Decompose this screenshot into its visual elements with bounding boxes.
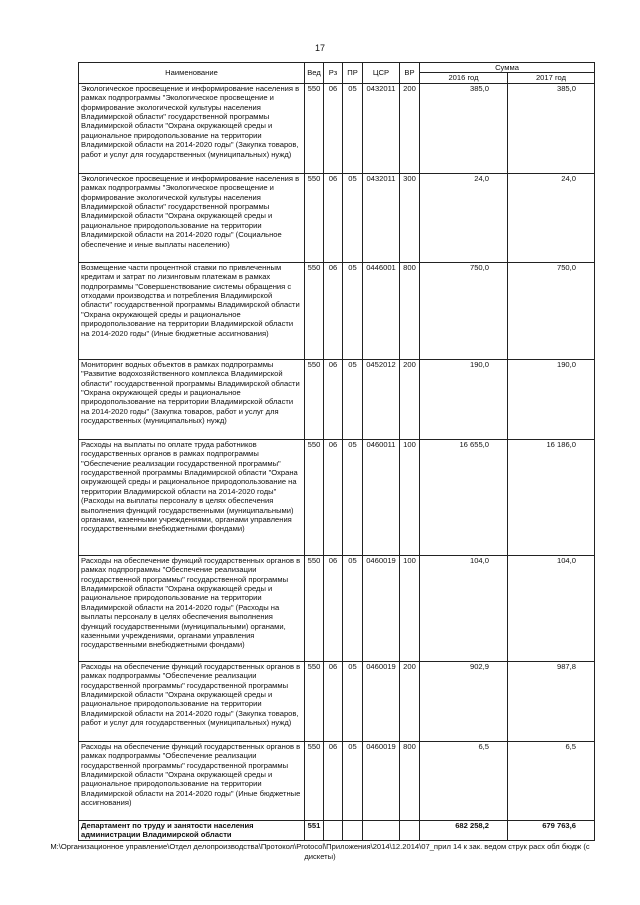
row-sum-2017: 16 186,0 bbox=[508, 439, 595, 555]
row-csr: 0460019 bbox=[363, 661, 400, 741]
row-pr: 05 bbox=[343, 555, 363, 661]
header-pr: ПР bbox=[343, 63, 363, 84]
row-name: Департамент по труду и занятости населения администрации Владимирской области bbox=[79, 820, 305, 840]
row-rz: 06 bbox=[324, 262, 343, 359]
row-rz: 06 bbox=[324, 741, 343, 820]
row-vr: 200 bbox=[400, 359, 420, 439]
row-csr: 0446001 bbox=[363, 262, 400, 359]
table-row bbox=[79, 173, 595, 262]
row-rz bbox=[324, 820, 343, 840]
row-ved: 550 bbox=[305, 262, 324, 359]
row-csr bbox=[363, 820, 400, 840]
row-sum-2017: 679 763,6 bbox=[508, 820, 595, 840]
header-name: Наименование bbox=[79, 63, 305, 84]
row-vr: 800 bbox=[400, 262, 420, 359]
row-ved: 550 bbox=[305, 741, 324, 820]
row-vr bbox=[400, 820, 420, 840]
page-number: 17 bbox=[314, 43, 325, 53]
header-rz: Рз bbox=[324, 63, 343, 84]
row-sum-2017: 24,0 bbox=[508, 173, 595, 262]
row-csr: 0460011 bbox=[363, 439, 400, 555]
table-row bbox=[79, 83, 595, 173]
row-vr: 100 bbox=[400, 555, 420, 661]
row-vr: 200 bbox=[400, 661, 420, 741]
row-rz: 06 bbox=[324, 439, 343, 555]
row-name: Мониторинг водных объектов в рамках подпрограммы "Развитие водохозяйственного комплекса Владимирской области" государственной программы Владимирской области "Охрана окружающей среды и рациональное природопользование на территории Владимирской области на 2014-2020 годы" (Закупка товаров, работ и услуг для государственных (муниципальных) нужд) bbox=[79, 359, 305, 439]
row-vr: 100 bbox=[400, 439, 420, 555]
row-name: Расходы на обеспечение функций государственных органов в рамках подпрограммы "Обеспечение реализации государственной программы" государственной программы Владимирской области "Охрана окружающей среды и рациональное природопользование на территории Владимирской области на 2014-2020 годы" (Иные бюджетные ассигнования) bbox=[79, 741, 305, 820]
row-ved: 551 bbox=[305, 820, 324, 840]
header-sum: Сумма bbox=[420, 63, 595, 73]
row-pr: 05 bbox=[343, 262, 363, 359]
row-ved: 550 bbox=[305, 359, 324, 439]
row-sum-2017: 104,0 bbox=[508, 555, 595, 661]
row-name: Экологическое просвещение и информирование населения в рамках подпрограммы "Экологическое просвещение и формирование экологической культуры населения Владимирской области" государственной программы Владимирской области "Охрана окружающей среды и рациональное природопользование на территории Владимирской области на 2014-2020 годы" (Социальное обеспечение и иные выплаты населению) bbox=[79, 173, 305, 262]
table-row bbox=[79, 262, 595, 359]
row-sum-2017: 750,0 bbox=[508, 262, 595, 359]
row-sum-2016: 16 655,0 bbox=[420, 439, 508, 555]
row-pr: 05 bbox=[343, 661, 363, 741]
header-vr: ВР bbox=[400, 63, 420, 84]
budget-table bbox=[78, 62, 595, 841]
row-sum-2016: 902,9 bbox=[420, 661, 508, 741]
header-ved: Вед bbox=[305, 63, 324, 84]
row-ved: 550 bbox=[305, 439, 324, 555]
table-row bbox=[79, 439, 595, 555]
row-csr: 0460019 bbox=[363, 741, 400, 820]
row-ved: 550 bbox=[305, 173, 324, 262]
row-rz: 06 bbox=[324, 173, 343, 262]
row-sum-2016: 6,5 bbox=[420, 741, 508, 820]
row-sum-2016: 750,0 bbox=[420, 262, 508, 359]
row-pr bbox=[343, 820, 363, 840]
header-2017: 2017 год bbox=[508, 73, 595, 83]
row-sum-2016: 385,0 bbox=[420, 83, 508, 173]
row-sum-2017: 6,5 bbox=[508, 741, 595, 820]
row-vr: 300 bbox=[400, 173, 420, 262]
row-name: Расходы на выплаты по оплате труда работников государственных органов в рамках подпрограммы "Обеспечение реализации государственной программы" государственной программы Владимирской области "Охрана окружающей среды и рациональное природопользование на территории Владимирской области на 2014-2020 годы" (Расходы на выплаты персоналу в целях обеспечения выполнения функций государственными (муниципальными) органами, казенными учреждениями, органами управления государственными внебюджетными фондами) bbox=[79, 439, 305, 555]
row-sum-2016: 682 258,2 bbox=[420, 820, 508, 840]
table-row bbox=[79, 741, 595, 820]
row-csr: 0432011 bbox=[363, 173, 400, 262]
row-vr: 200 bbox=[400, 83, 420, 173]
row-sum-2016: 190,0 bbox=[420, 359, 508, 439]
table-row bbox=[79, 661, 595, 741]
row-rz: 06 bbox=[324, 661, 343, 741]
row-name: Экологическое просвещение и информирование населения в рамках подпрограммы "Экологическое просвещение и формирование экологической культуры населения Владимирской области" государственной программы Владимирской области "Охрана окружающей среды и рациональное природопользование на территории Владимирской области на 2014-2020 годы" (Закупка товаров, работ и услуг для государственных (муниципальных) нужд) bbox=[79, 83, 305, 173]
table-row bbox=[79, 555, 595, 661]
header-2016: 2016 год bbox=[420, 73, 508, 83]
row-pr: 05 bbox=[343, 439, 363, 555]
file-path-footer: M:\Организационное управление\Отдел делопроизводства\Протокол\Protocol\Приложения\2014\12.2014\07_прил 14 к зак. ведом струк расх обл бюдж (с дискеты) bbox=[50, 842, 590, 861]
row-sum-2017: 987,8 bbox=[508, 661, 595, 741]
row-vr: 800 bbox=[400, 741, 420, 820]
row-csr: 0452012 bbox=[363, 359, 400, 439]
row-pr: 05 bbox=[343, 359, 363, 439]
row-sum-2017: 385,0 bbox=[508, 83, 595, 173]
row-ved: 550 bbox=[305, 555, 324, 661]
row-csr: 0460019 bbox=[363, 555, 400, 661]
row-csr: 0432011 bbox=[363, 83, 400, 173]
row-name: Возмещение части процентной ставки по привлеченным кредитам и затрат по лизинговым платежам в рамках подпрограммы "Совершенствование системы обращения с отходами производства и потребления Владимирской области" государственной программы Владимирской области "Охрана окружающей среды и рациональное природопользование на территории Владимирской области на 2014-2020 годы" (Иные бюджетные ассигнования) bbox=[79, 262, 305, 359]
table-row bbox=[79, 820, 595, 840]
row-rz: 06 bbox=[324, 83, 343, 173]
row-rz: 06 bbox=[324, 359, 343, 439]
row-ved: 550 bbox=[305, 661, 324, 741]
row-sum-2017: 190,0 bbox=[508, 359, 595, 439]
row-rz: 06 bbox=[324, 555, 343, 661]
row-name: Расходы на обеспечение функций государственных органов в рамках подпрограммы "Обеспечение реализации государственной программы" государственной программы Владимирской области "Охрана окружающей среды и рациональное природопользование на территории Владимирской области на 2014-2020 годы" (Закупка товаров, работ и услуг для государственных (муниципальных) нужд) bbox=[79, 661, 305, 741]
row-sum-2016: 104,0 bbox=[420, 555, 508, 661]
row-name: Расходы на обеспечение функций государственных органов в рамках подпрограммы "Обеспечение реализации государственной программы" государственной программы Владимирской области "Охрана окружающей среды и рациональное природопользование на территории Владимирской области на 2014-2020 годы" (Расходы на выплаты персоналу в целях обеспечения выполнения функций государственными (муниципальными) органами, казенными учреждениями, органами управления государственными внебюджетными фондами) bbox=[79, 555, 305, 661]
row-ved: 550 bbox=[305, 83, 324, 173]
header-csr: ЦСР bbox=[363, 63, 400, 84]
row-pr: 05 bbox=[343, 173, 363, 262]
row-pr: 05 bbox=[343, 741, 363, 820]
row-pr: 05 bbox=[343, 83, 363, 173]
table-row bbox=[79, 359, 595, 439]
row-sum-2016: 24,0 bbox=[420, 173, 508, 262]
